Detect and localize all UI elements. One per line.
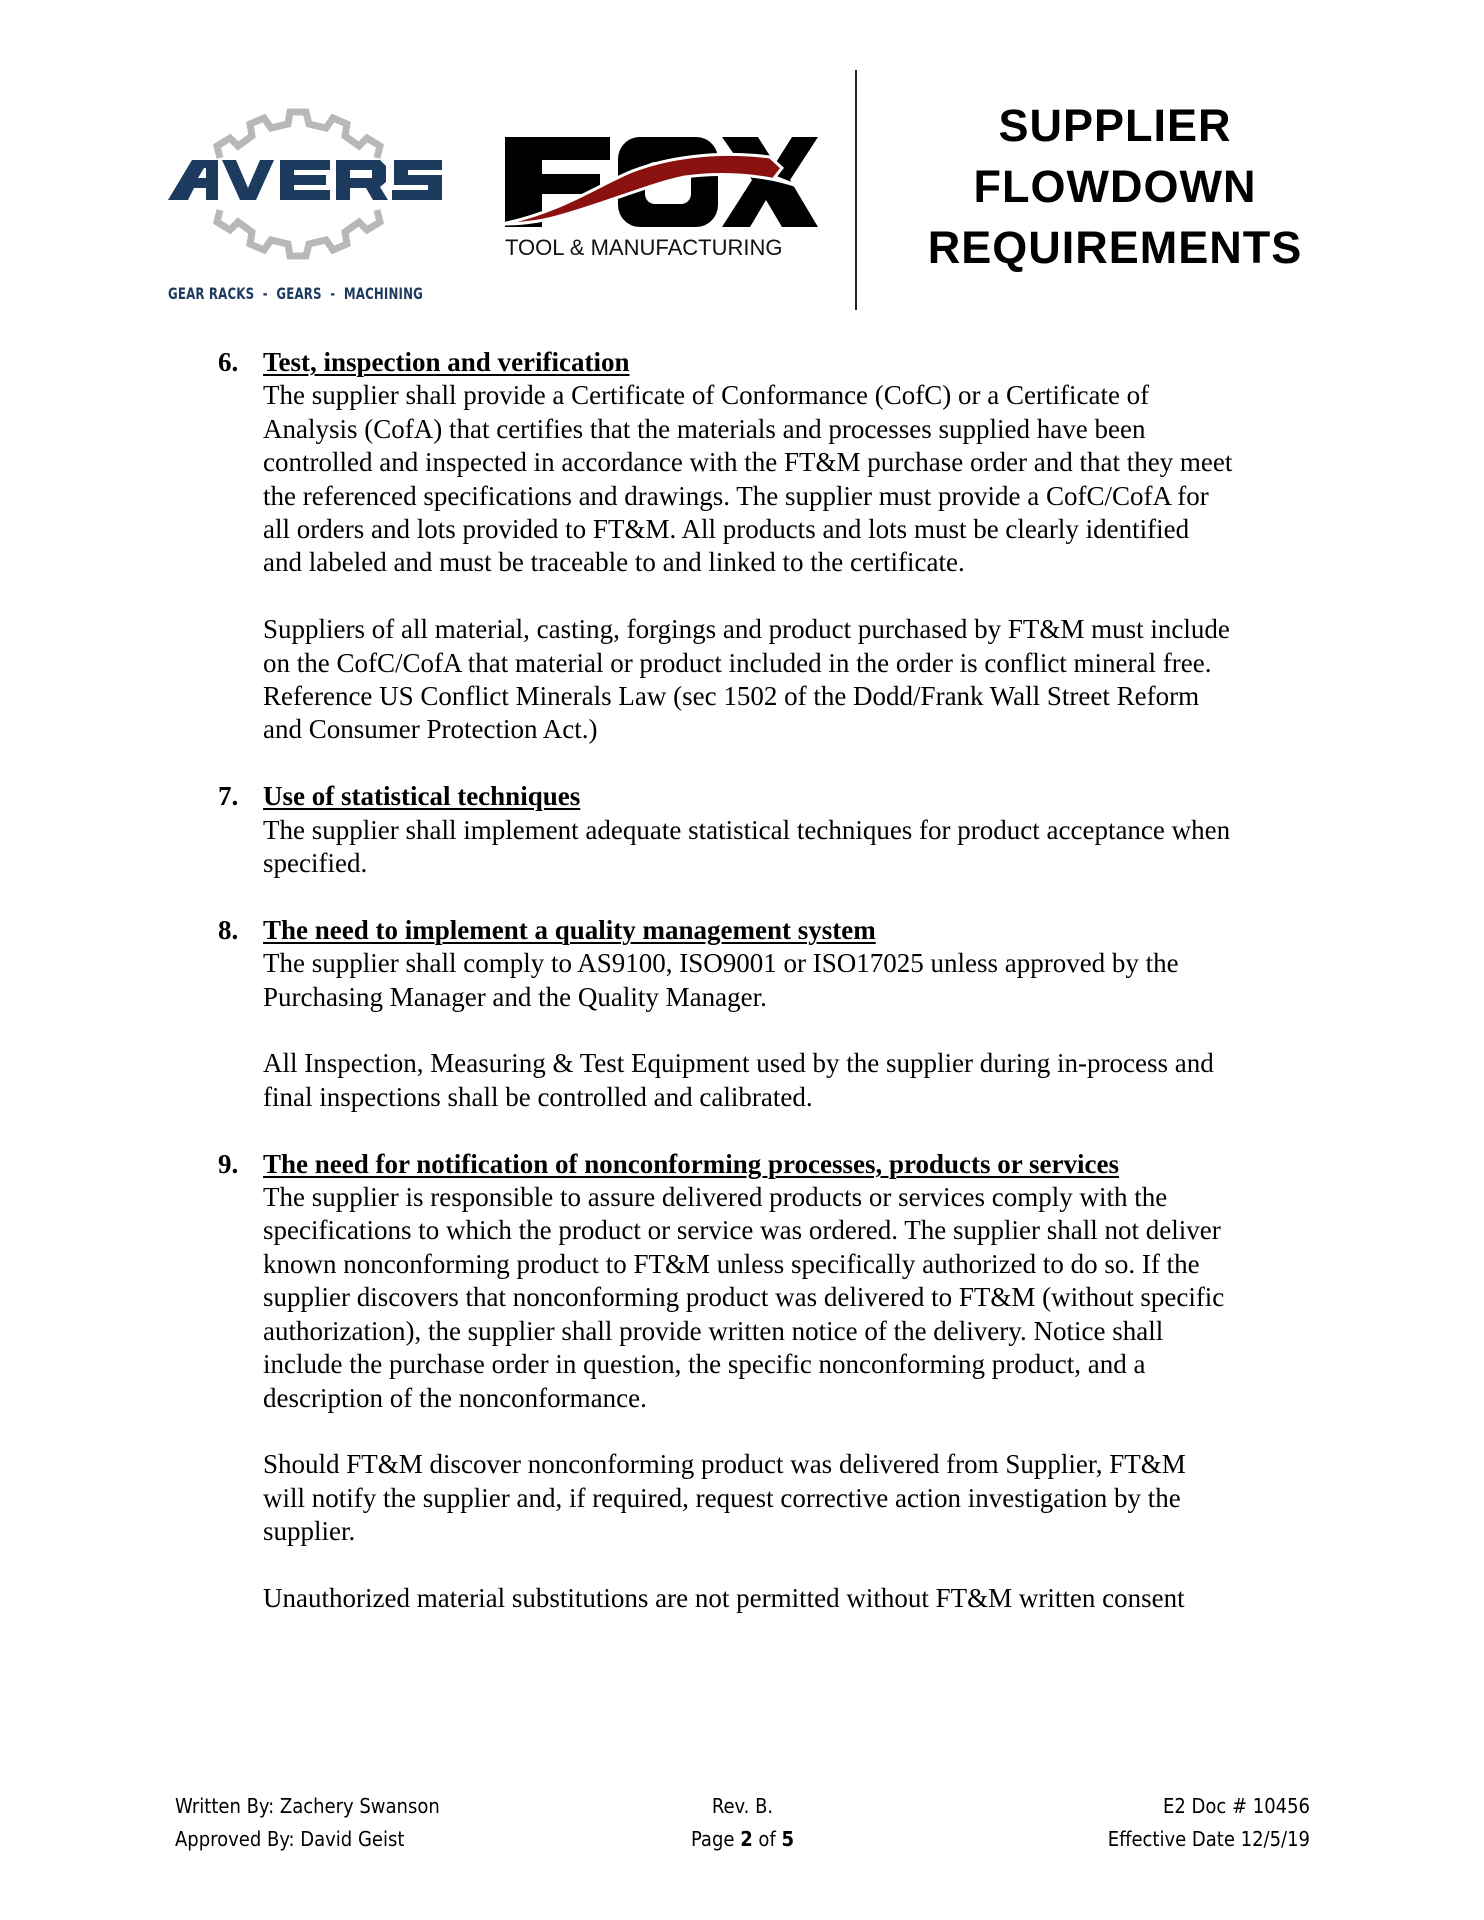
section (218, 346, 1328, 747)
paragraph (263, 1181, 1328, 1415)
text-line: The supplier shall comply to AS9100, ISO9001 or ISO17025 unless approved by the (263, 948, 1179, 979)
document-title (890, 95, 1340, 278)
avers-wordmark (168, 160, 442, 200)
text-line: The supplier shall provide a Certificate of Conformance (CofC) or a Certificate of (263, 380, 1150, 411)
text-line: All Inspection, Measuring & Test Equipment used by the supplier during in-process and (263, 1048, 1214, 1079)
text-line: description of the nonconformance. (263, 1382, 647, 1413)
text-line: specified. (263, 848, 368, 879)
page-prefix: Page (690, 1827, 741, 1851)
section-number: 8. (218, 914, 239, 945)
section (218, 914, 1328, 1114)
fox-letter-x (722, 137, 818, 227)
gear-icon (160, 88, 450, 263)
title-line: REQUIREMENTS (927, 222, 1303, 273)
written-by: Written By: Zachery Swanson (175, 1794, 440, 1818)
text-line: Suppliers of all material, casting, forgings and product purchased by FT&M must include (263, 614, 1230, 645)
text-line: Analysis (CofA) that certifies that the materials and processes supplied have been (263, 413, 1146, 444)
effective-date: Effective Date 12/5/19 (1107, 1827, 1310, 1851)
text-line: supplier. (263, 1516, 356, 1547)
section-number: 9. (218, 1148, 239, 1179)
section-number: 6. (218, 347, 239, 377)
doc-number: E2 Doc # 10456 (1162, 1794, 1310, 1818)
text-line: and Consumer Protection Act.) (263, 714, 598, 745)
section-heading: The need to implement a quality management system (263, 914, 876, 945)
paragraph (263, 1582, 1328, 1615)
avers-logo (160, 88, 450, 263)
section-heading: Test, inspection and verification (263, 347, 630, 377)
text-line: Should FT&M discover nonconforming product was delivered from Supplier, FT&M (263, 1449, 1186, 1480)
text-line: Purchasing Manager and the Quality Manager. (263, 981, 767, 1012)
avers-tagline: GEAR RACKS - GEARS - MACHINING (168, 284, 423, 303)
text-line: supplier discovers that nonconforming product was delivered to FT&M (without specific (263, 1282, 1225, 1313)
text-line: The supplier is responsible to assure delivered products or services comply with the (263, 1182, 1168, 1213)
document-body (218, 346, 1328, 1649)
text-line: on the CofC/CofA that material or product included in the order is conflict mineral free. (263, 647, 1212, 678)
text-line: will notify the supplier and, if required, request corrective action investigation by the (263, 1482, 1181, 1513)
text-line: include the purchase order in question, the specific nonconforming product, and a (263, 1349, 1146, 1380)
title-line: FLOWDOWN (973, 161, 1257, 212)
gear-bottom-arc (217, 210, 380, 256)
section-number: 7. (218, 781, 239, 812)
paragraph (263, 379, 1328, 579)
text-line: Unauthorized material substitutions are not permitted without FT&M written consent (263, 1582, 1185, 1613)
text-line: Reference US Conflict Minerals Law (sec 1502 of the Dodd/Frank Wall Street Reform (263, 681, 1200, 712)
paragraph (263, 613, 1328, 747)
text-line: final inspections shall be controlled and calibrated. (263, 1081, 813, 1112)
page-current: 2 (740, 1827, 753, 1851)
section (218, 1148, 1328, 1616)
page-sep: of (752, 1827, 782, 1851)
text-line: and labeled and must be traceable to and linked to the certificate. (263, 547, 965, 578)
fox-tagline: TOOL & MANUFACTURING (505, 235, 783, 260)
fox-logo (500, 132, 820, 232)
text-line: the referenced specifications and drawings. The supplier must provide a CofC/CofA for (263, 480, 1209, 511)
paragraph (263, 1448, 1328, 1548)
paragraph (263, 814, 1328, 881)
fox-wordmark (500, 132, 820, 232)
footer-doc-info (1108, 1790, 1310, 1856)
approved-by: Approved By: David Geist (175, 1827, 405, 1851)
section-heading: Use of statistical techniques (263, 781, 581, 812)
text-line: controlled and inspected in accordance with the FT&M purchase order and that they meet (263, 447, 1233, 478)
section (218, 780, 1328, 880)
paragraph (263, 947, 1328, 1014)
paragraph (263, 1047, 1328, 1114)
text-line: The supplier shall implement adequate statistical techniques for product acceptance when (263, 814, 1231, 845)
section-heading: The need for notification of nonconforming processes, products or services (263, 1148, 1119, 1179)
page-footer (175, 1790, 1310, 1860)
text-line: specifications to which the product or service was ordered. The supplier shall not deliver (263, 1215, 1221, 1246)
page-total: 5 (781, 1827, 795, 1851)
gear-top-arc (217, 112, 380, 158)
text-line: all orders and lots provided to FT&M. All products and lots must be clearly identified (263, 514, 1190, 545)
text-line: known nonconforming product to FT&M unless specifically authorized to do so. If the (263, 1248, 1200, 1279)
title-line: SUPPLIER (998, 100, 1232, 151)
header-divider (855, 70, 857, 310)
text-line: authorization), the supplier shall provide written notice of the delivery. Notice shall (263, 1315, 1164, 1346)
revision: Rev. B. (711, 1794, 774, 1818)
